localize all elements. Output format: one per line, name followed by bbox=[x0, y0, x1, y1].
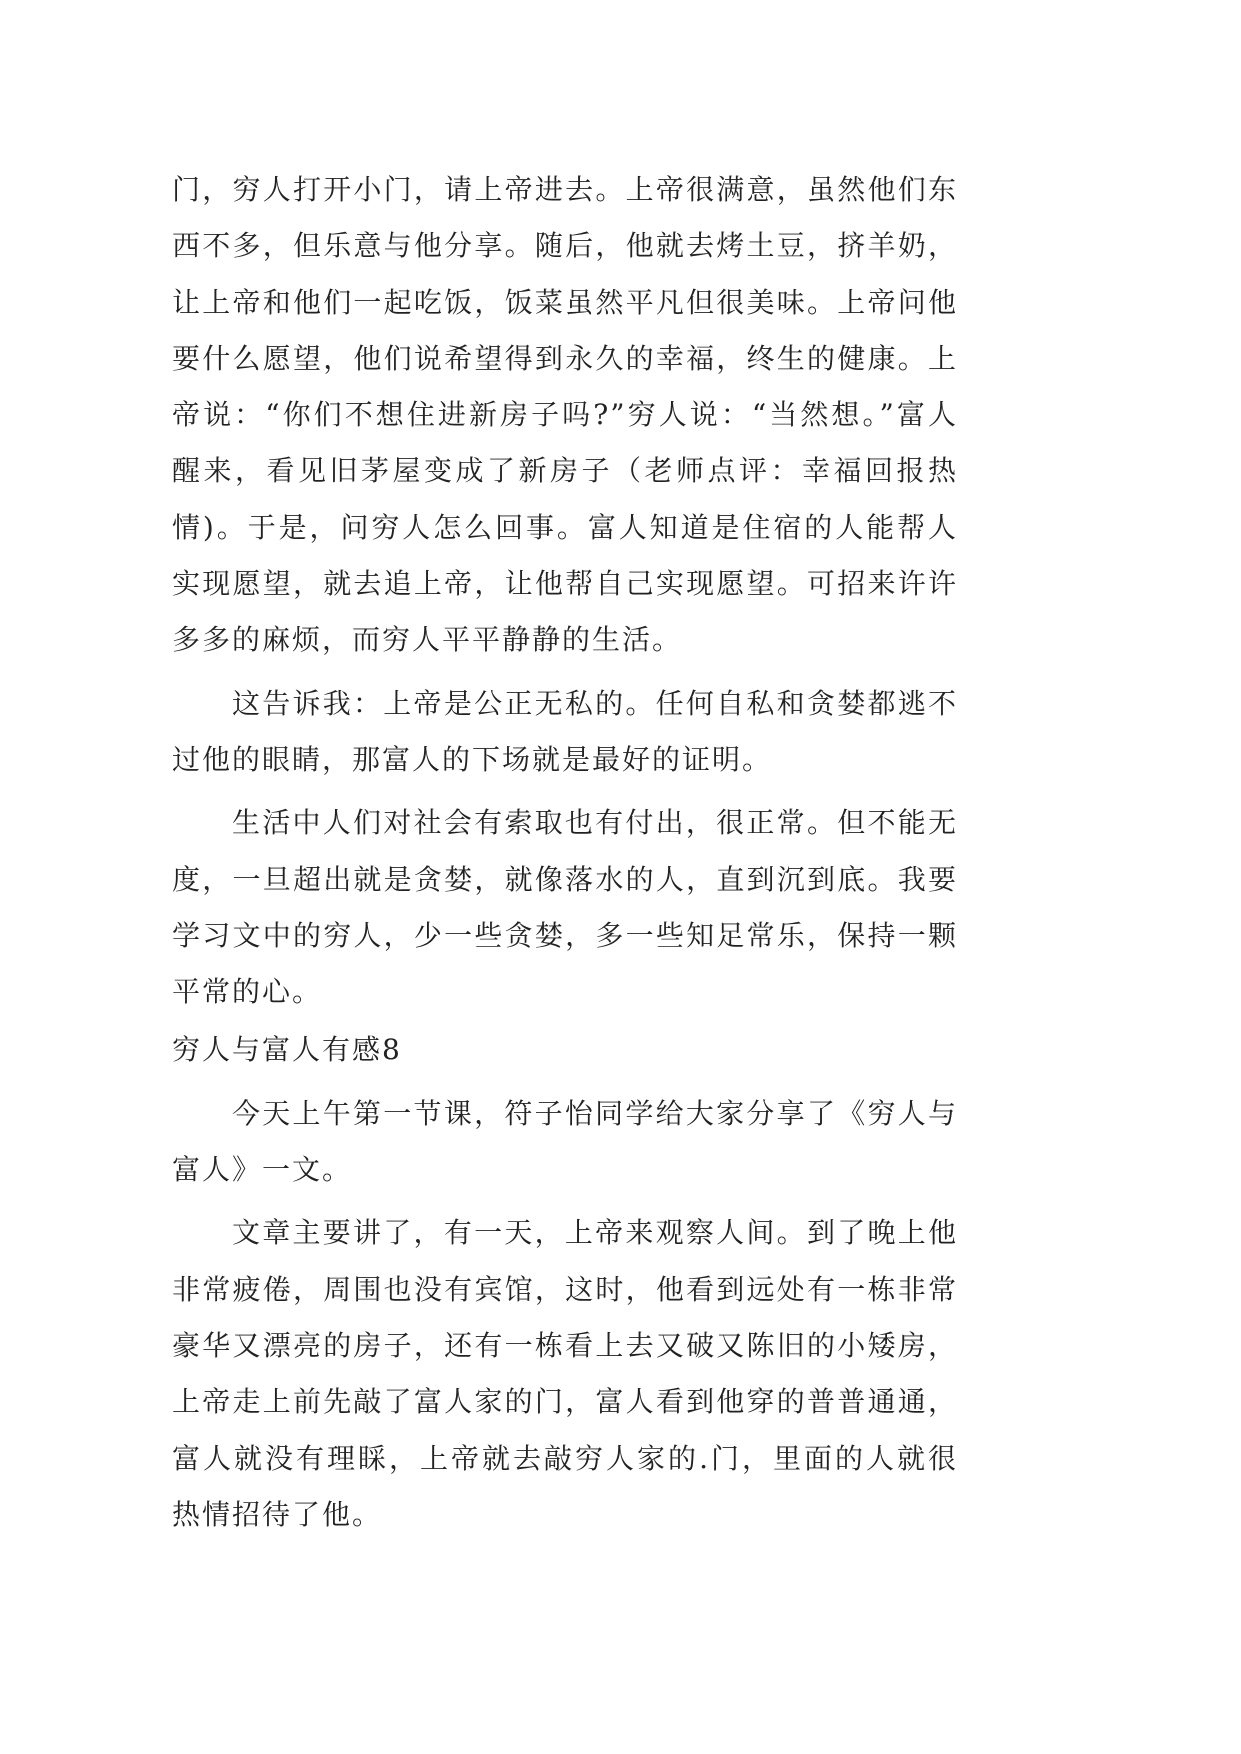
paragraph bbox=[172, 676, 972, 789]
paragraph bbox=[172, 795, 972, 1020]
text-line: 要什么愿望，他们说希望得到永久的幸福，终生的健康。上 bbox=[172, 341, 958, 375]
text-line: 平常的心。 bbox=[172, 975, 323, 1009]
text-line: 醒来，看见旧茅屋变成了新房子（老师点评：幸福回报热 bbox=[172, 454, 958, 488]
text-line: 文章主要讲了，有一天，上帝来观察人间。到了晚上他 bbox=[232, 1216, 958, 1250]
text-line: 学习文中的穷人，少一些贪婪，多一些知足常乐，保持一颗 bbox=[172, 918, 958, 952]
text-line: 今天上午第一节课，符子怡同学给大家分享了《穷人与 bbox=[232, 1096, 958, 1130]
text-line: 多多的麻烦，而穷人平平静静的生活。 bbox=[172, 623, 683, 657]
document-body bbox=[172, 162, 972, 1543]
text-line: 西不多，但乐意与他分享。随后，他就去烤土豆，挤羊奶， bbox=[172, 229, 958, 263]
text-line: 上帝走上前先敲了富人家的门，富人看到他穿的普普通通， bbox=[172, 1385, 958, 1419]
text-line: 过他的眼睛，那富人的下场就是最好的证明。 bbox=[172, 742, 773, 776]
paragraph bbox=[172, 162, 972, 669]
paragraph bbox=[172, 1086, 972, 1199]
text-line: 度，一旦超出就是贪婪，就像落水的人，直到沉到底。我要 bbox=[172, 862, 958, 896]
text-line: 富人》一文。 bbox=[172, 1153, 353, 1187]
text-line: 实现愿望，就去追上帝，让他帮自己实现愿望。可招来许许 bbox=[172, 567, 958, 601]
paragraph bbox=[172, 1205, 972, 1543]
text-line: 富人就没有理睬，上帝就去敲穷人家的.门，里面的人就很 bbox=[172, 1441, 958, 1475]
section-heading: 穷人与富人有感8 bbox=[172, 1033, 402, 1067]
text-line: 生活中人们对社会有索取也有付出，很正常。但不能无 bbox=[232, 806, 958, 840]
text-line: 非常疲倦，周围也没有宾馆，这时，他看到远处有一栋非常 bbox=[172, 1272, 958, 1306]
text-line: 这告诉我：上帝是公正无私的。任何自私和贪婪都逃不 bbox=[232, 686, 958, 720]
text-line: 让上帝和他们一起吃饭，饭菜虽然平凡但很美味。上帝问他 bbox=[172, 285, 958, 319]
text-line: 帝说：“你们不想住进新房子吗?”穷人说：“当然想。”富人 bbox=[172, 398, 958, 432]
text-line: 门，穷人打开小门，请上帝进去。上帝很满意，虽然他们东 bbox=[172, 173, 958, 206]
text-line: 情)。于是，问穷人怎么回事。富人知道是住宿的人能帮人 bbox=[172, 510, 958, 544]
text-line: 热情招待了他。 bbox=[172, 1497, 383, 1531]
text-line: 豪华又漂亮的房子，还有一栋看上去又破又陈旧的小矮房， bbox=[172, 1328, 958, 1362]
